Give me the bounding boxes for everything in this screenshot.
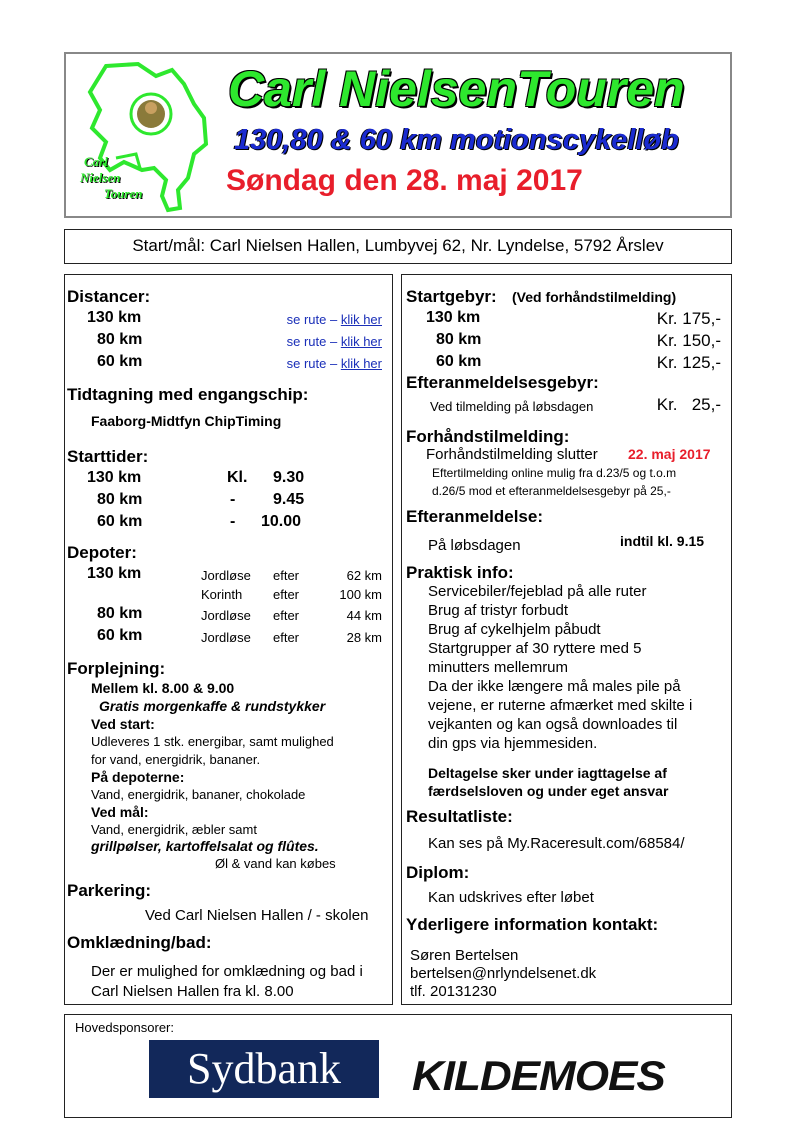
route-link-80[interactable]: se rute – klik her <box>286 334 382 349</box>
praktisk-line-8: vejkanten og kan også downloades til <box>428 716 678 733</box>
eftertilmelding-note-2: d.26/5 mod et efteranmeldelsesgebyr på 25,- <box>432 484 671 498</box>
event-date: Søndag den 28. maj 2017 <box>226 164 583 197</box>
kontakt-name: Søren Bertelsen <box>410 947 519 964</box>
praktisk-line-4: Startgrupper af 30 ryttere med 5 <box>428 640 642 657</box>
ved-maal-text: Vand, energidrik, æbler samt <box>91 822 257 837</box>
kontakt-heading: Yderligere information kontakt: <box>406 915 659 934</box>
omklaedning-text-1: Der er mulighed for omklædning og bad i <box>91 963 363 980</box>
kildemoes-logo: KILDEMOES <box>412 1052 665 1099</box>
distance-60: 60 km <box>97 353 143 370</box>
ved-start-label: Ved start: <box>91 716 155 732</box>
depot-place-4: Jordløse <box>201 630 251 645</box>
logo-text-line2: Nielsen <box>80 170 121 185</box>
depot-km-4: 28 km <box>346 630 382 645</box>
depot-place-2: Korinth <box>201 587 243 602</box>
startgebyr-heading: Startgebyr: <box>406 287 497 306</box>
start-dist-80: 80 km <box>97 491 143 508</box>
fee-dist-80: 80 km <box>436 331 482 348</box>
forhaandstilmelding-heading: Forhåndstilmelding: <box>406 427 570 446</box>
distancer-heading: Distancer: <box>67 287 151 306</box>
praktisk-line-3: Brug af cykelhjelm påbudt <box>428 621 601 638</box>
omklaedning-heading: Omklædning/bad: <box>67 933 212 952</box>
logo-text-line1: Carl <box>84 154 108 169</box>
depot-dist-130: 130 km <box>87 565 142 582</box>
depot-km-1: 62 km <box>346 568 382 583</box>
parkering-heading: Parkering: <box>67 881 152 900</box>
praktisk-line-5: minutters mellemrum <box>428 659 569 676</box>
sydbank-logo: Sydbank <box>149 1040 379 1098</box>
right-column <box>401 274 732 1005</box>
distance-80: 80 km <box>97 331 143 348</box>
resultatliste-heading: Resultatliste: <box>406 807 513 826</box>
startgebyr-note: (Ved forhåndstilmelding) <box>512 289 677 305</box>
start-dist-130: 130 km <box>87 469 142 486</box>
efteranmeldelse-until: indtil kl. 9.15 <box>620 533 705 549</box>
efteranmeldelse-heading: Efteranmeldelse: <box>406 507 543 526</box>
start-time-80: 9.45 <box>273 491 305 508</box>
efteranmeldelsesgebyr-price: Kr. 25,- <box>656 395 721 414</box>
depot-dist-60: 60 km <box>97 627 143 644</box>
fee-dist-130: 130 km <box>426 309 481 326</box>
depot-after-2: efter <box>273 587 300 602</box>
praktisk-bold-2: færdselsloven og under eget ansvar <box>428 783 669 799</box>
resultatliste-text: Kan ses på My.Raceresult.com/68584/ <box>428 835 685 852</box>
efteranmeldelse-text: På løbsdagen <box>428 537 521 554</box>
distance-130: 130 km <box>87 309 142 326</box>
logo-text-line3: Touren <box>104 186 143 201</box>
praktisk-line-2: Brug af tristyr forbudt <box>428 602 569 619</box>
fee-price-130: Kr. 175,- <box>656 309 721 328</box>
depot-after-3: efter <box>273 608 300 623</box>
fee-price-80: Kr. 150,- <box>656 331 721 350</box>
start-time-130: 9.30 <box>273 469 305 486</box>
fee-dist-60: 60 km <box>436 353 482 370</box>
forplejning-time: Mellem kl. 8.00 & 9.00 <box>91 680 235 696</box>
left-column <box>64 274 393 1005</box>
forplejning-breakfast: Gratis morgenkaffe & rundstykker <box>99 698 326 714</box>
efteranmeldelsesgebyr-heading: Efteranmeldelsesgebyr: <box>406 373 599 392</box>
praktisk-heading: Praktisk info: <box>406 563 514 582</box>
diplom-text: Kan udskrives efter løbet <box>428 889 594 906</box>
depot-place-1: Jordløse <box>201 568 251 583</box>
parkering-text: Ved Carl Nielsen Hallen / - skolen <box>145 907 369 924</box>
depot-km-2: 100 km <box>339 587 382 602</box>
depot-dist-80: 80 km <box>97 605 143 622</box>
praktisk-line-9: din gps via hjemmesiden. <box>428 735 598 752</box>
efteranmeldelsesgebyr-text: Ved tilmelding på løbsdagen <box>430 399 594 414</box>
fee-price-60: Kr. 125,- <box>656 353 721 372</box>
praktisk-bold-1: Deltagelse sker under iagttagelse af <box>428 765 667 781</box>
start-sep-60: - <box>230 513 236 530</box>
sponsors-label: Hovedsponsorer: <box>75 1020 174 1035</box>
route-link-60[interactable]: se rute – klik her <box>286 356 382 371</box>
depot-place-3: Jordløse <box>201 608 251 623</box>
praktisk-line-1: Servicebiler/fejeblad på alle ruter <box>428 583 647 600</box>
depot-km-3: 44 km <box>346 608 382 623</box>
kontakt-phone: tlf. 20131230 <box>410 983 497 1000</box>
praktisk-line-7: vejene, er ruterne afmærket med skilte i <box>428 697 693 714</box>
forhaandstilmelding-text: Forhåndstilmelding slutter <box>426 446 598 463</box>
start-time-60: 10.00 <box>261 513 302 530</box>
start-dist-60: 60 km <box>97 513 143 530</box>
eftertilmelding-note-1: Eftertilmelding online mulig fra d.23/5 og t.o.m <box>432 466 677 480</box>
page-subtitle: 130,80 & 60 km motionscykelløb <box>234 124 679 156</box>
ved-maal-food: grillpølser, kartoffelsalat og flûtes. <box>91 838 319 854</box>
forplejning-heading: Forplejning: <box>67 659 166 678</box>
depot-after-1: efter <box>273 568 300 583</box>
tidtagning-heading: Tidtagning med engangschip: <box>67 385 309 404</box>
omklaedning-text-2: Carl Nielsen Hallen fra kl. 8.00 <box>91 983 294 1000</box>
page-title: Carl NielsenTouren <box>228 61 685 117</box>
ved-maal-label: Ved mål: <box>91 804 149 820</box>
starttider-heading: Starttider: <box>67 447 149 466</box>
kontakt-email[interactable]: bertelsen@nrlyndelsenet.dk <box>410 965 597 982</box>
location-text: Start/mål: Carl Nielsen Hallen, Lumbyvej 62, Nr. Lyndelse, 5792 Årslev <box>132 236 664 255</box>
depot-label: På depoterne: <box>91 769 185 785</box>
ved-start-text-2: for vand, energidrik, bananer. <box>91 752 261 767</box>
depoter-heading: Depoter: <box>67 543 137 562</box>
start-sep-80: - <box>230 491 236 508</box>
tidtagning-text: Faaborg-Midtfyn ChipTiming <box>91 413 282 429</box>
route-map-logo <box>76 58 226 213</box>
start-sep-130: Kl. <box>227 469 248 486</box>
ved-start-text-1: Udleveres 1 stk. energibar, samt mulighed <box>91 734 334 749</box>
forhaandstilmelding-deadline: 22. maj 2017 <box>628 446 711 462</box>
buy-text: Øl & vand kan købes <box>215 856 336 871</box>
praktisk-line-6: Da der ikke længere må males pile på <box>428 678 681 695</box>
route-link-130[interactable]: se rute – klik her <box>286 312 382 327</box>
depot-text: Vand, energidrik, bananer, chokolade <box>91 787 306 802</box>
depot-after-4: efter <box>273 630 300 645</box>
diplom-heading: Diplom: <box>406 863 470 882</box>
header-box <box>64 52 732 218</box>
location-box <box>64 229 732 264</box>
